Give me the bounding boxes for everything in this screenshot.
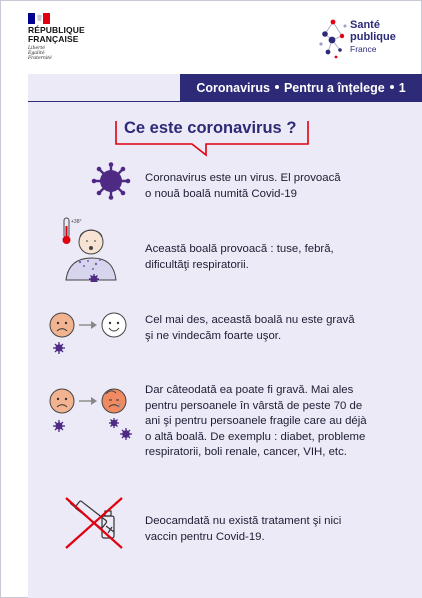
row-severe-line1: Dar câteodată ea poate fi gravă. Mai ales	[145, 384, 354, 396]
sp-title-line1: Santé	[350, 19, 380, 31]
banner	[180, 74, 422, 102]
rf-motto-line3: Fraternité	[28, 56, 52, 62]
banner-series: Pentru a înțelege	[283, 81, 385, 95]
rf-motto	[28, 46, 52, 62]
virus-icon	[90, 162, 132, 200]
no-vaccine-icon	[62, 494, 128, 552]
rf-title	[28, 26, 85, 44]
row-severe-line3: ani şi pentru persoanele fragile care au déjà	[145, 415, 367, 427]
row-severe-line2: pentru persoanele în vârstă de peste 70 de	[145, 399, 363, 412]
marianne-flag-icon	[28, 13, 50, 24]
banner-bullet	[275, 85, 279, 89]
row-severe-text	[145, 383, 367, 461]
row-symptoms-text	[145, 242, 334, 273]
row-virus-line1: Coronavirus este un virus. El provoacă	[145, 172, 341, 184]
banner-topic: Coronavirus	[196, 81, 270, 95]
row-virus-text	[145, 171, 341, 202]
banner-bullet	[390, 85, 394, 89]
row-symptoms-line2: dificultăţi respiratorii.	[145, 258, 249, 271]
severe-case-faces-icon	[46, 384, 136, 446]
row-treatment-line2: vaccin pentru Covid-19.	[145, 530, 265, 543]
row-treatment-text	[145, 514, 341, 545]
row-symptoms-line1: Această boală provoacă : tuse, febră,	[145, 243, 334, 255]
sante-publique-dots-icon	[316, 16, 350, 60]
banner-underline	[28, 101, 180, 102]
sp-title-line2: publique	[350, 30, 396, 43]
rf-title-line2: FRANÇAISE	[28, 34, 79, 44]
sp-title	[350, 20, 396, 43]
page-heading: Ce este coronavirus ?	[124, 119, 297, 137]
row-severe-line4: o altă boală. De exemplu : diabet, probleme	[145, 430, 366, 443]
rf-motto-line1: Liberté	[28, 46, 45, 51]
row-mild-text	[145, 313, 355, 344]
republique-francaise-logo	[28, 13, 108, 69]
row-severe-line5: respiratorii, boli renale, cancer, VIH, etc.	[145, 446, 347, 458]
row-mild-line2: şi ne vindecăm foarte uşor.	[145, 329, 282, 342]
sante-publique-france-logo	[316, 16, 406, 62]
heading-bubble	[114, 115, 312, 143]
sp-subtitle: France	[350, 44, 377, 54]
recovery-faces-icon	[46, 308, 132, 356]
banner-number: 1	[398, 81, 406, 95]
row-treatment-line1: Deocamdată nu există tratament şi nici	[145, 515, 342, 527]
rf-title-line1: RÉPUBLIQUE	[28, 25, 85, 35]
row-virus-line2: o nouă boală numită Covid-19	[145, 187, 297, 200]
rf-motto-line2: Égalité	[28, 51, 45, 57]
sick-person-icon	[58, 214, 120, 282]
thermometer-label: +38°	[71, 219, 82, 225]
row-mild-line1: Cel mai des, această boală nu este gravă	[145, 314, 355, 326]
